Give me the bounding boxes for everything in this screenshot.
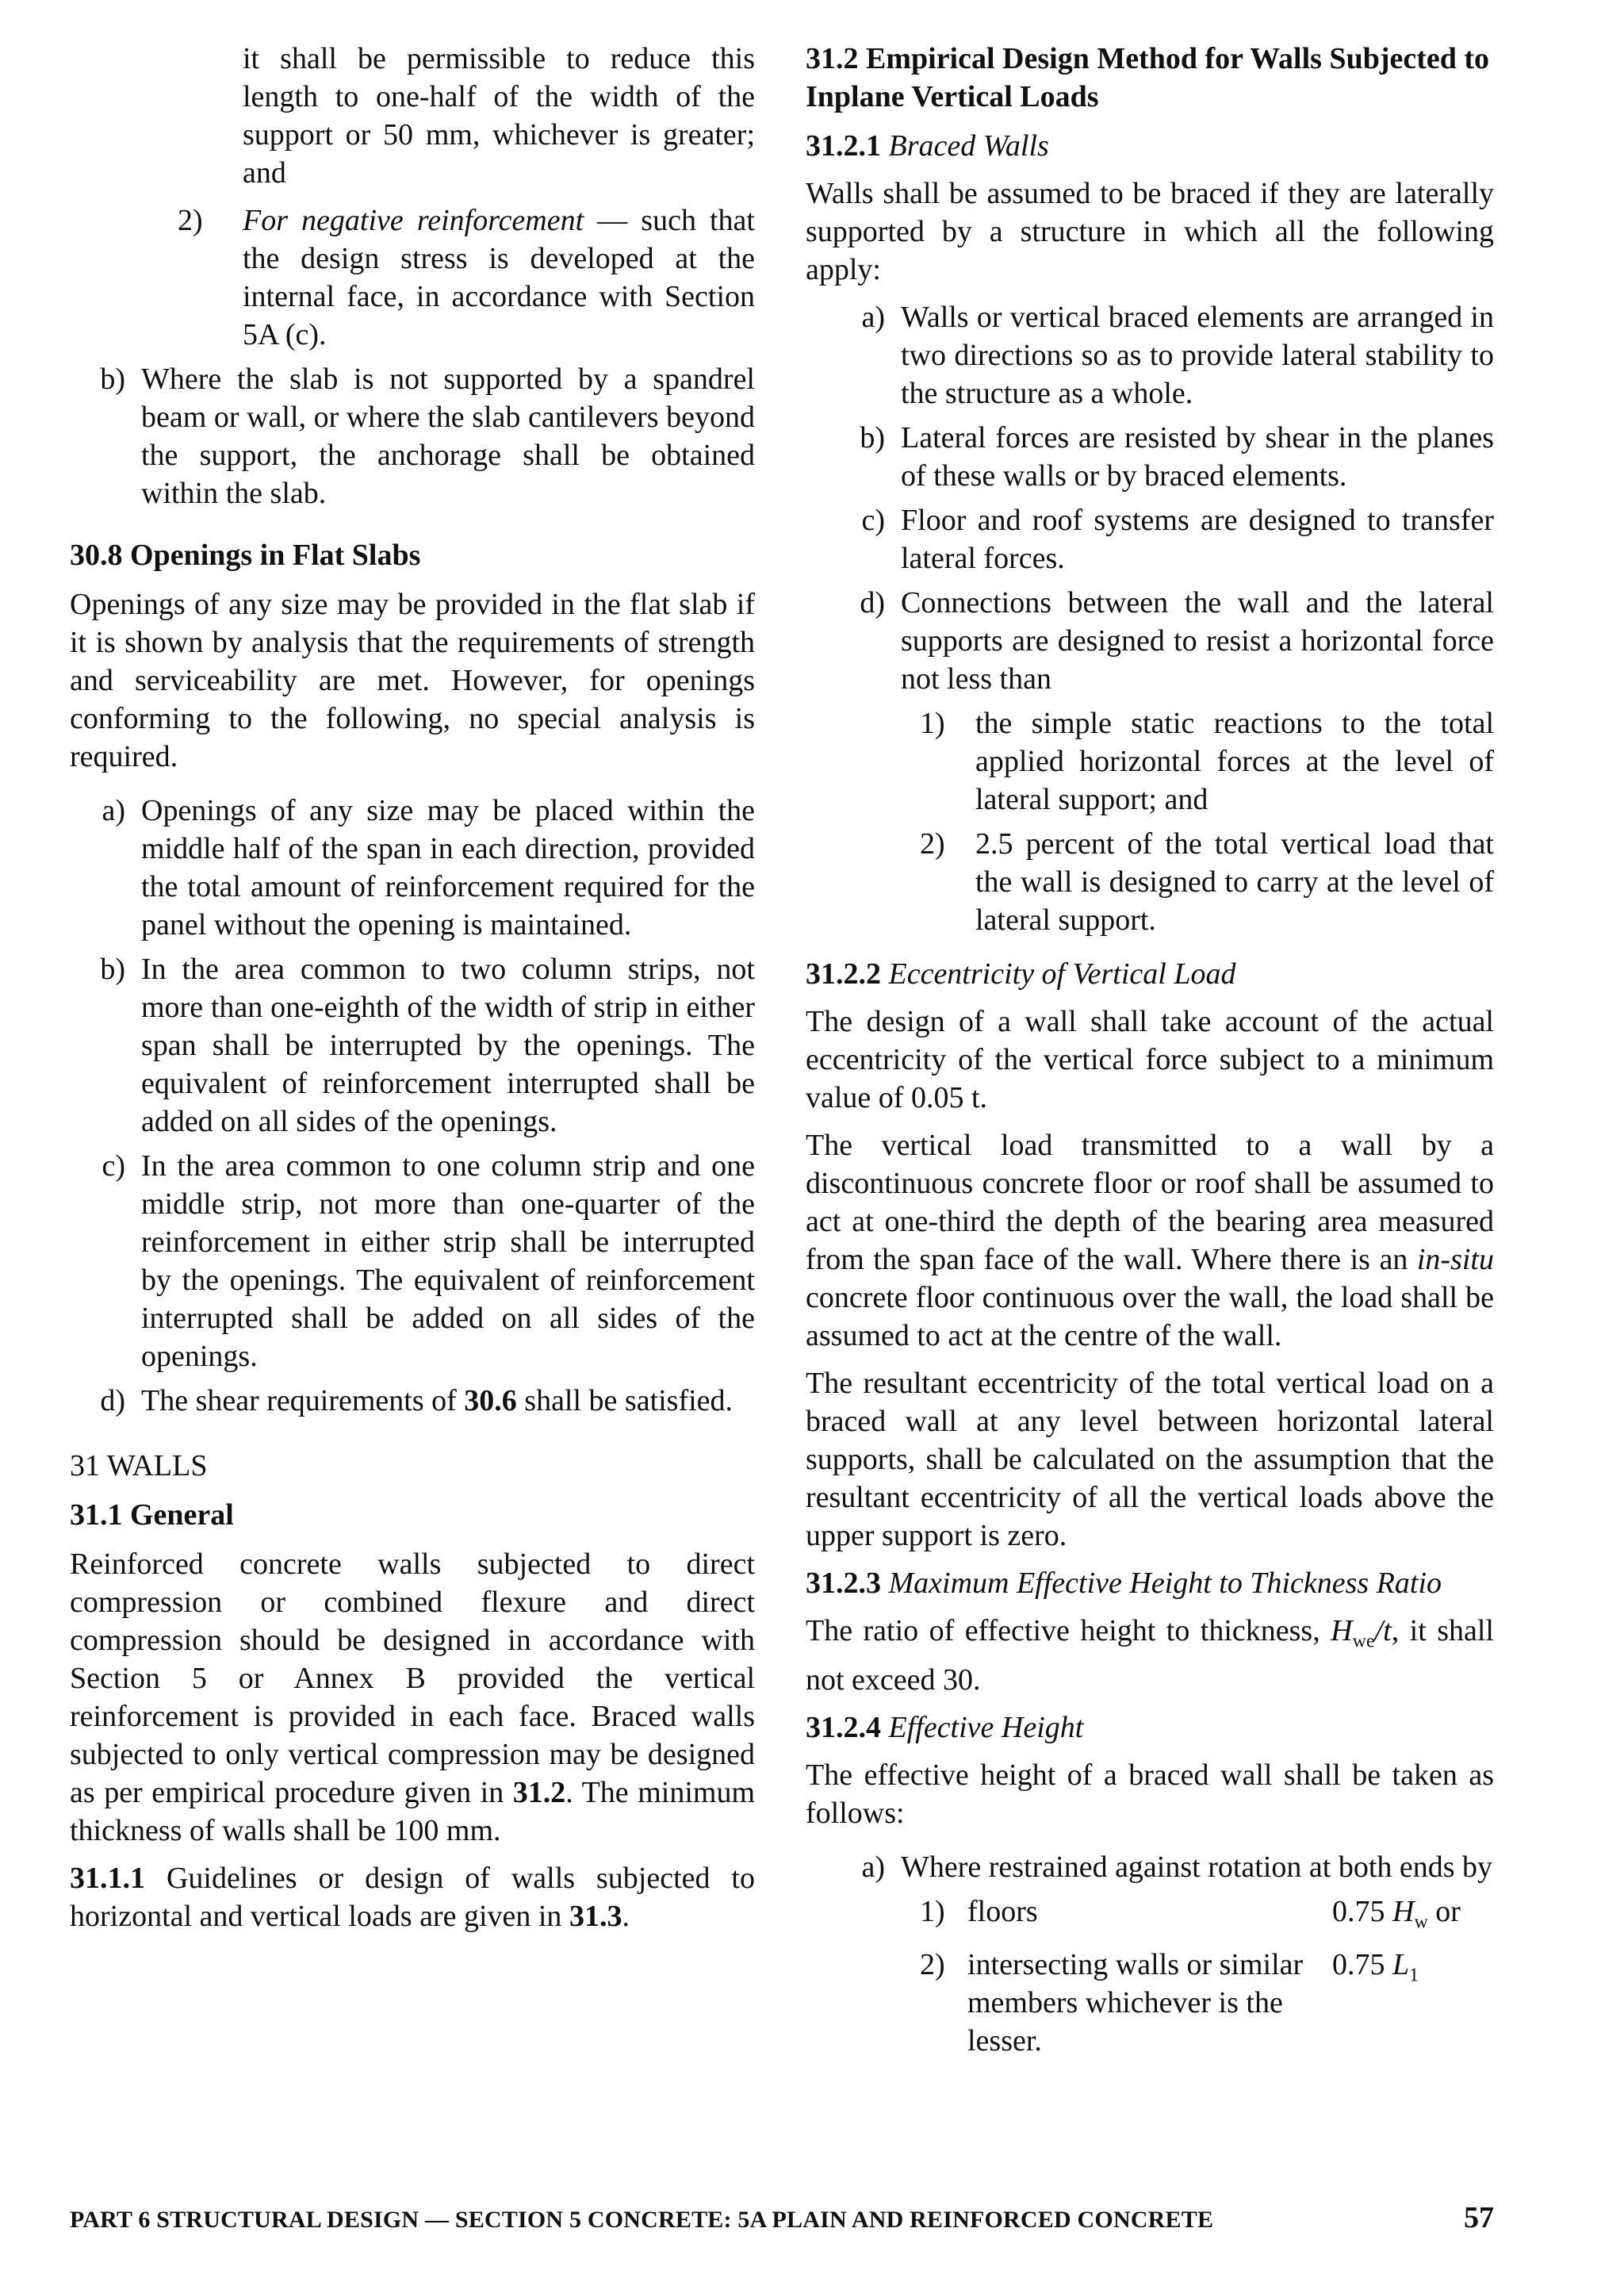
list-label: 2) <box>920 827 945 861</box>
list-text: For negative reinforcement — such that the design stress is developed at the internal face, in accordance with Section 5A (c). <box>243 204 755 351</box>
list-item-a <box>806 298 1494 412</box>
section-paragraph: Walls shall be assumed to be braced if they are laterally supported by a structure in which all the following apply: <box>806 177 1494 286</box>
list-item-d <box>70 1382 755 1420</box>
section-paragraph: The design of a wall shall take account of the actual eccentricity of the vertical force subject to a minimum value of 0.05 t. <box>806 1005 1494 1114</box>
list-text: Openings of any size may be placed within the middle half of the span in each direction, provided the total amount of reinforcement required for the panel without the opening is maintained. <box>141 794 755 941</box>
page-footer <box>70 2199 1494 2239</box>
list-label: 1) <box>920 707 945 740</box>
list-label: b) <box>100 362 125 396</box>
section-paragraph: The vertical load transmitted to a wall by a discontinuous concrete floor or roof shall be assumed to act at one-third the depth of the bearing area measured from the span face of the wall. Where there is an in-situ concrete floor continuous over the wall, the load shall be assumed to act at the centre of the wall. <box>806 1129 1494 1352</box>
section-heading-30-8: 30.8 Openings in Flat Slabs <box>70 539 421 572</box>
list-item-b <box>70 360 755 512</box>
list-text: Connections between the wall and the lateral supports are designed to resist a horizontal force not less than <box>901 586 1494 696</box>
list-text: Floor and roof systems are designed to transfer lateral forces. <box>901 504 1494 575</box>
list-label: b) <box>100 953 125 986</box>
sub-list-item-1 <box>920 704 1494 819</box>
list-item-2 <box>178 201 755 354</box>
section-heading-31: 31 WALLS <box>70 1449 208 1482</box>
subsection-heading-31-2-1: 31.2.1 Braced Walls <box>806 129 1049 163</box>
list-text: Walls or vertical braced elements are arranged in two directions so as to provide lateral stability to the structure as a whole. <box>901 301 1494 410</box>
list-label: a) <box>102 794 125 827</box>
list-item-c <box>70 1147 755 1375</box>
list-text: Lateral forces are resisted by shear in the planes of these walls or by braced elements. <box>901 421 1494 493</box>
row-value: 0.75 $L_1$ <box>1332 1948 1419 1986</box>
list-label: 2) <box>920 1948 945 1982</box>
section-paragraph: The effective height of a braced wall shall be taken as follows: <box>806 1758 1494 1830</box>
list-item-a <box>806 1848 1494 1886</box>
list-text: Where restrained against rotation at both ends by <box>901 1850 1493 1884</box>
section-heading-31-1: 31.1 General <box>70 1498 234 1532</box>
list-text: The shear requirements of 30.6 shall be satisfied. <box>141 1384 733 1417</box>
list-label: c) <box>861 504 885 537</box>
section-paragraph: Reinforced concrete walls subjected to direct compression or combined flexure and direct compression should be designed in accordance with Section 5 or Annex B provided the vertical reinforcement is provided in each face. Braced walls subjected to only vertical compression may be designed as per empirical procedure given in 31.2. The minimum thickness of walls shall be 100 mm. <box>70 1547 755 1847</box>
list-item-b <box>70 950 755 1141</box>
list-text: the simple static reactions to the total applied horizontal forces at the level of lateral support; and <box>975 707 1494 816</box>
list-item-a <box>70 792 755 944</box>
left-column <box>70 40 755 1945</box>
row-value: 0.75 $H_w$ or <box>1332 1894 1461 1933</box>
subsection-heading-31-2-4: 31.2.4 Effective Height <box>806 1710 1084 1744</box>
page-number: 57 <box>1464 2201 1494 2234</box>
list-label: d) <box>860 586 885 619</box>
right-column <box>806 40 1494 2065</box>
continued-paragraph: it shall be permissible to reduce this length to one-half of the width of the support or 50 mm, whichever is greater; and <box>243 42 755 190</box>
list-item-b <box>806 419 1494 495</box>
section-paragraph: The resultant eccentricity of the total vertical load on a braced wall at any level between horizontal lateral supports, shall be calculated on the assumption that the resultant eccentricity of all the vertical loads above the upper support is zero. <box>806 1367 1494 1552</box>
list-item-c <box>806 501 1494 577</box>
list-text: In the area common to two column strips, not more than one-eighth of the width of strip in either span shall be interrupted by the openings. The equivalent of reinforcement interrupted shall be added on all sides of the openings. <box>141 953 755 1138</box>
list-text: 2.5 percent of the total vertical load that the wall is designed to carry at the level of lateral support. <box>975 827 1494 937</box>
effective-height-row <box>920 1946 1494 2060</box>
list-label: d) <box>100 1384 125 1417</box>
list-item-d <box>806 584 1494 698</box>
row-description: intersecting walls or similar members whichever is the lesser. <box>967 1948 1304 2058</box>
list-label: c) <box>102 1149 125 1183</box>
subsection-31-1-1: 31.1.1 Guidelines or design of walls subjected to horizontal and vertical loads are given in 31.3. <box>70 1862 755 1933</box>
effective-height-row <box>920 1893 1494 1942</box>
list-label: a) <box>861 301 885 334</box>
list-text: Where the slab is not supported by a spandrel beam or wall, or where the slab cantilevers beyond the support, the anchorage shall be obtained within the slab. <box>141 362 755 510</box>
row-description: floors <box>967 1894 1038 1928</box>
list-label: 2) <box>178 204 203 237</box>
section-heading-31-2: 31.2 Empirical Design Method for Walls Subjected to Inplane Vertical Loads <box>806 42 1490 113</box>
subsection-heading-31-2-3: 31.2.3 Maximum Effective Height to Thickness Ratio <box>806 1567 1442 1600</box>
sub-list-item-2 <box>920 825 1494 939</box>
list-label: a) <box>861 1850 885 1884</box>
section-paragraph: The ratio of effective height to thickness, $H_{we}/t$, it shall not exceed 30. <box>806 1614 1494 1697</box>
list-text: In the area common to one column strip and one middle strip, not more than one-quarter of the reinforcement in either strip shall be interrupted by the openings. The equivalent of reinforcement interrupted shall be added on all sides of the openings. <box>141 1149 755 1373</box>
subsection-heading-31-2-2: 31.2.2 Eccentricity of Vertical Load <box>806 957 1236 991</box>
footer-text: PART 6 STRUCTURAL DESIGN — SECTION 5 CONCRETE: 5A PLAIN AND REINFORCED CONCRETE <box>70 2207 1214 2233</box>
list-label: b) <box>860 421 885 454</box>
section-paragraph: Openings of any size may be provided in the flat slab if it is shown by analysis that the requirements of strength and serviceability are met. However, for openings conforming to the following, no special analysis is required. <box>70 588 755 773</box>
list-label: 1) <box>920 1894 945 1928</box>
